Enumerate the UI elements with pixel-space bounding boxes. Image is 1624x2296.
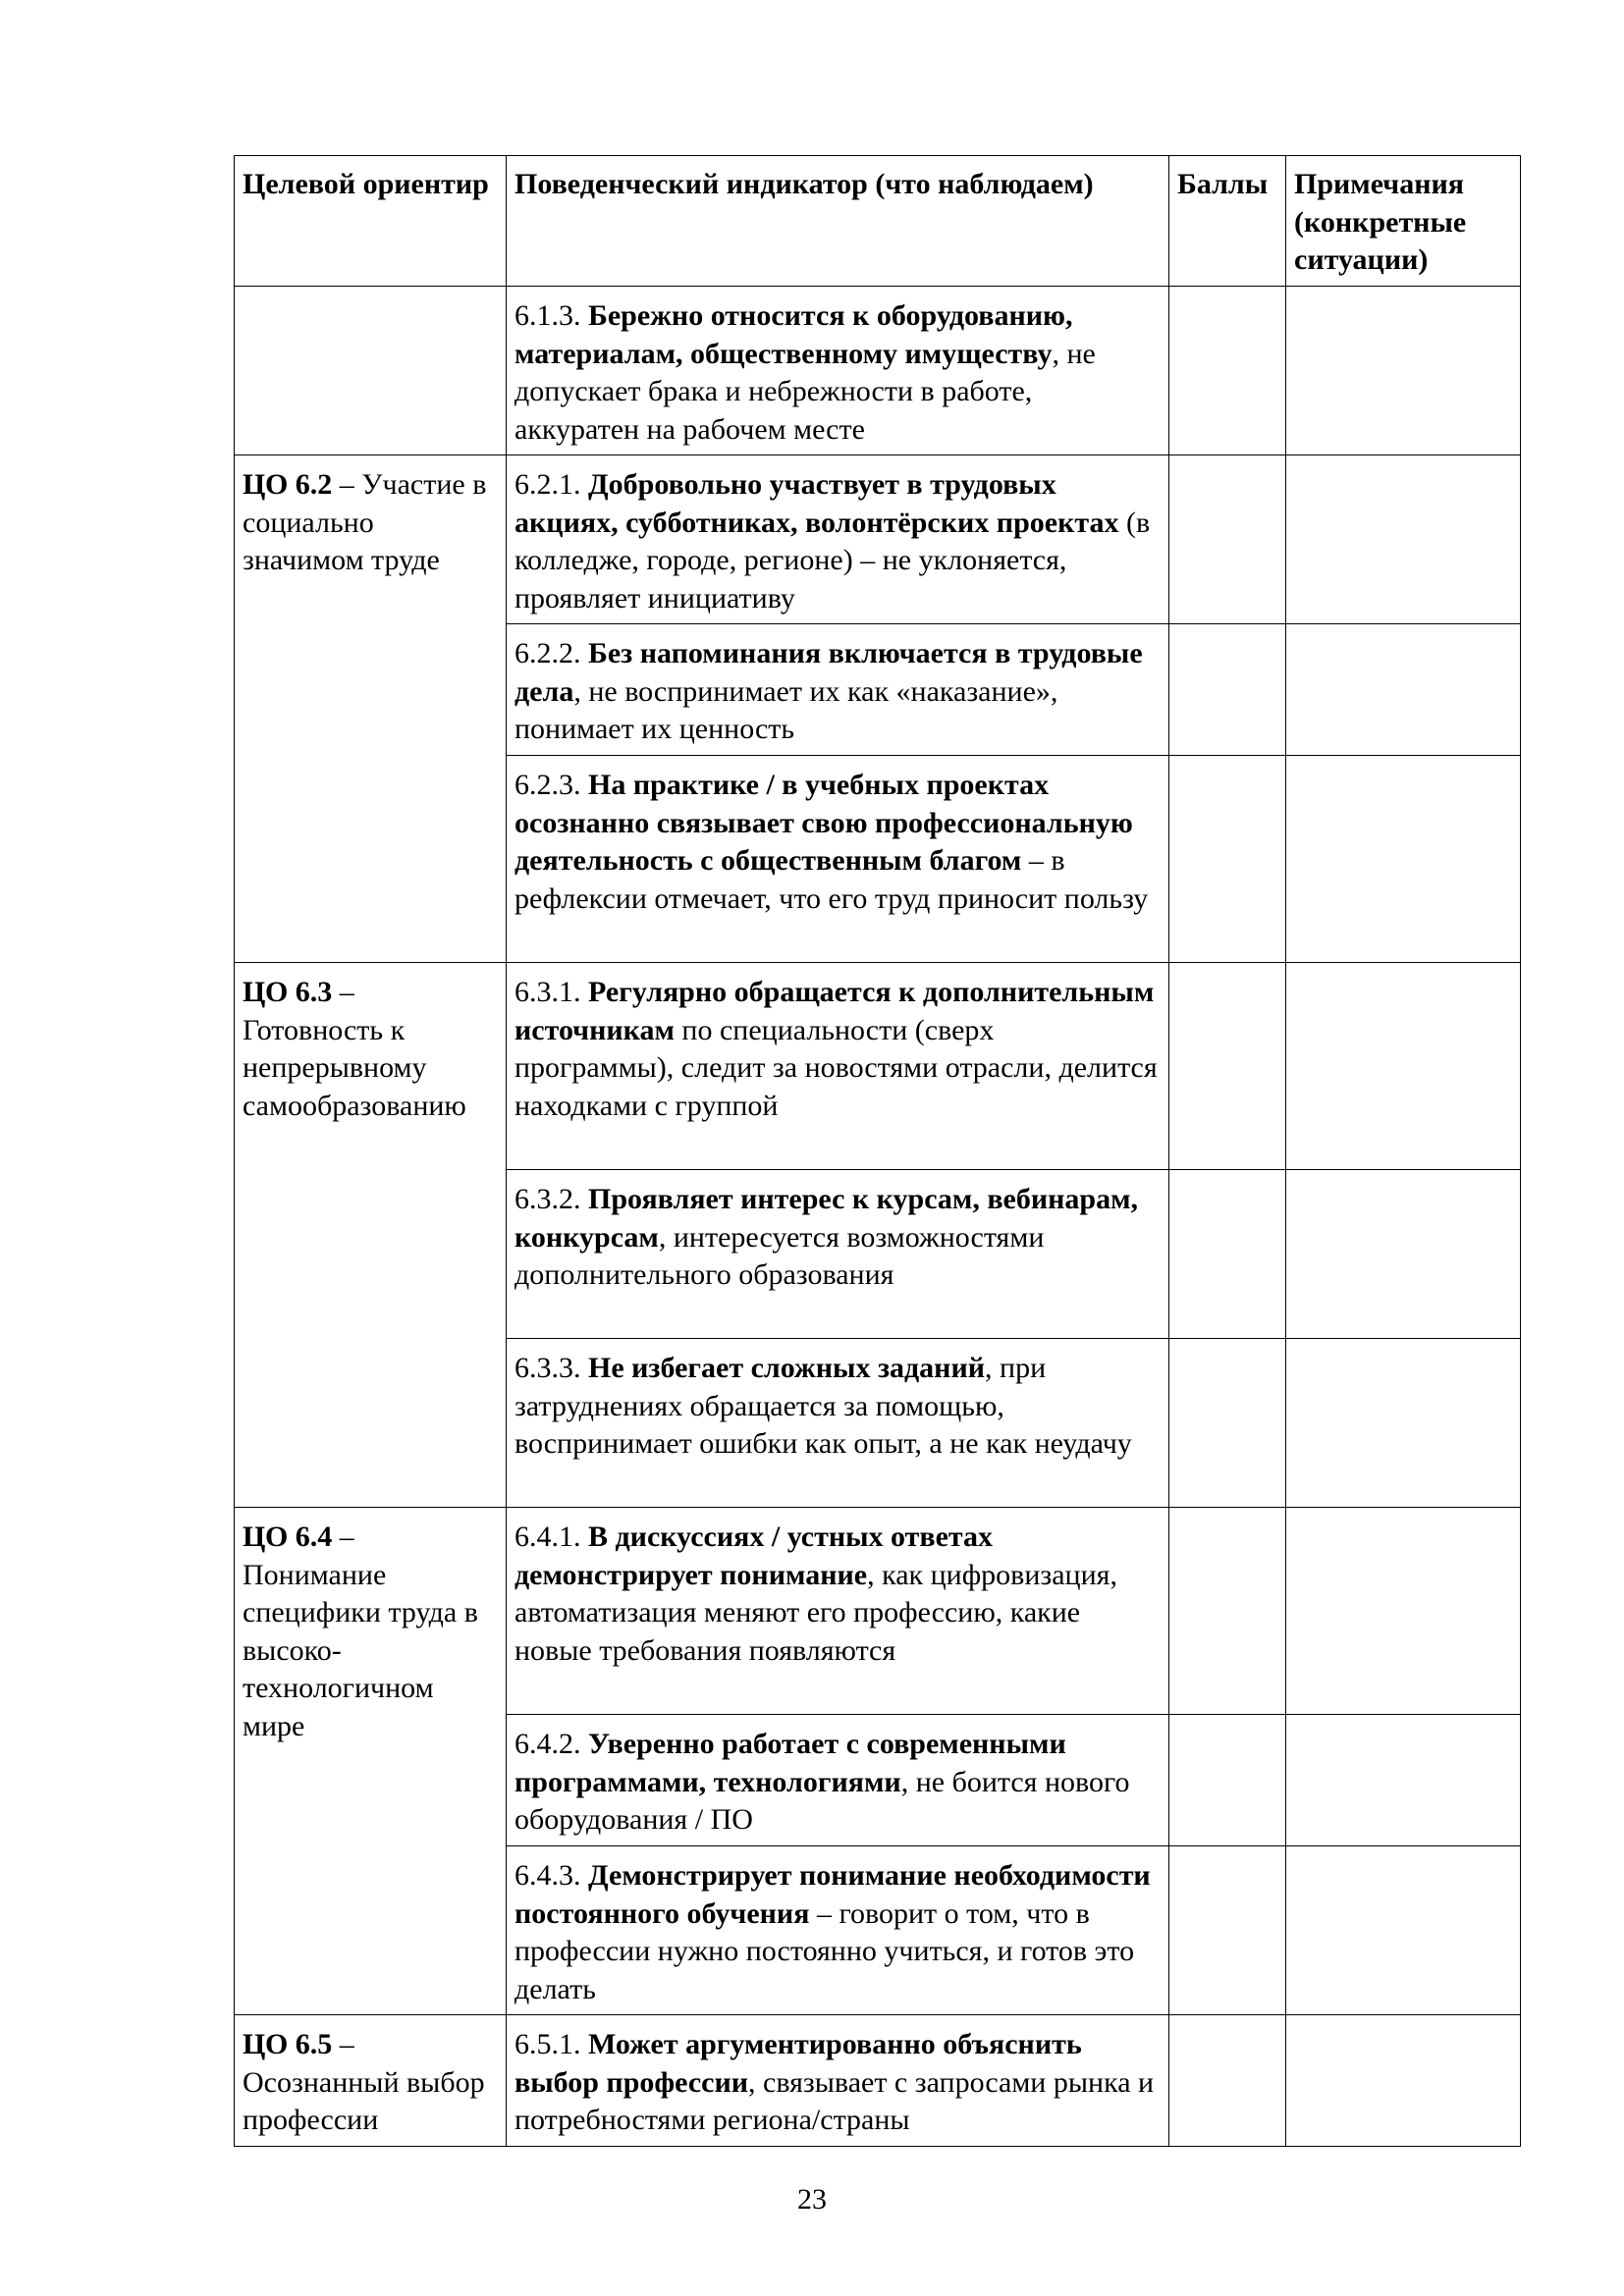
goal-text: – Понимание специфики труда в высоко-технологичном мире: [243, 1521, 478, 1742]
header-goal: Целевой ориентир: [235, 156, 507, 287]
indicator-bold: Не избегает сложных заданий: [588, 1352, 986, 1384]
indicator-cell: [507, 756, 1169, 963]
indicator-cell: [507, 1170, 1169, 1339]
indicator-number: 6.5.1.: [514, 2028, 588, 2060]
goal-text: – Осознанный выбор профессии: [243, 2028, 485, 2136]
indicator-number: 6.2.1.: [514, 468, 588, 501]
goal-cell: [235, 455, 507, 963]
points-cell[interactable]: [1169, 1508, 1286, 1715]
notes-cell[interactable]: [1286, 287, 1521, 455]
points-cell[interactable]: [1169, 287, 1286, 455]
notes-cell[interactable]: [1286, 1170, 1521, 1339]
table-row: [235, 2015, 1521, 2147]
table-row: [235, 1508, 1521, 1715]
indicator-bold: Уверенно работает с современными программами, технологиями: [514, 1728, 1066, 1798]
indicator-cell: [507, 287, 1169, 455]
indicator-bold: Бережно относится к оборудованию, материалам, общественному имуществу: [514, 299, 1073, 370]
goal-cell: [235, 1508, 507, 2015]
indicator-cell: [507, 1339, 1169, 1508]
indicator-text: – в рефлексии отмечает, что его труд приносит пользу: [514, 844, 1149, 915]
indicator-number: 6.3.3.: [514, 1352, 588, 1384]
indicator-text: (в колледже, городе, регионе) – не уклоняется, проявляет инициативу: [514, 506, 1151, 614]
points-cell[interactable]: [1169, 624, 1286, 756]
goal-code: ЦО 6.5: [243, 2028, 333, 2060]
header-indicator: Поведенческий индикатор (что наблюдаем): [507, 156, 1169, 287]
indicator-text: , не допускает брака и небрежности в работе, аккуратен на рабочем месте: [514, 337, 1096, 446]
indicator-text: , при затруднениях обращается за помощью, воспринимает ошибки как опыт, а не как неудачу: [514, 1352, 1132, 1460]
header-notes: Примечания (конкретные ситуации): [1286, 156, 1521, 287]
indicator-cell: [507, 455, 1169, 624]
notes-cell[interactable]: [1286, 1339, 1521, 1508]
indicator-number: 6.2.3.: [514, 769, 588, 801]
indicator-bold: Без напоминания включается в трудовые дела: [514, 637, 1143, 708]
indicator-number: 6.1.3.: [514, 299, 588, 332]
goal-code: ЦО 6.3: [243, 976, 333, 1008]
points-cell[interactable]: [1169, 1339, 1286, 1508]
goal-cell: [235, 963, 507, 1508]
header-row: [235, 156, 1521, 287]
criteria-table: [234, 155, 1521, 2147]
indicator-text: – говорит о том, что в профессии нужно постоянно учиться, и готов это делать: [514, 1896, 1135, 2005]
goal-text: – Готовность к непрерывному самообразованию: [243, 976, 466, 1122]
indicator-cell: [507, 2015, 1169, 2147]
indicator-number: 6.3.2.: [514, 1183, 588, 1215]
indicator-bold: Добровольно участвует в трудовых акциях, субботниках, волонтёрских проектах: [514, 468, 1119, 539]
points-cell[interactable]: [1169, 455, 1286, 624]
goal-cell: [235, 2015, 507, 2147]
indicator-text: , интересуется возможностями дополнительного образования: [514, 1220, 1045, 1291]
indicator-number: 6.4.2.: [514, 1728, 588, 1760]
notes-cell[interactable]: [1286, 455, 1521, 624]
indicator-cell: [507, 1715, 1169, 1846]
notes-cell[interactable]: [1286, 963, 1521, 1170]
goal-code: ЦО 6.4: [243, 1521, 333, 1553]
notes-cell[interactable]: [1286, 1846, 1521, 2015]
notes-cell[interactable]: [1286, 2015, 1521, 2147]
notes-cell[interactable]: [1286, 1715, 1521, 1846]
points-cell[interactable]: [1169, 963, 1286, 1170]
notes-cell[interactable]: [1286, 624, 1521, 756]
indicator-bold: Регулярно обращается к дополнительным источникам: [514, 976, 1155, 1046]
indicator-cell: [507, 963, 1169, 1170]
points-cell[interactable]: [1169, 756, 1286, 963]
indicator-number: 6.4.1.: [514, 1521, 588, 1553]
notes-cell[interactable]: [1286, 756, 1521, 963]
indicator-cell: [507, 1508, 1169, 1715]
indicator-text: по специальности (сверх программы), следит за новостями отрасли, делится находками с группой: [514, 1013, 1158, 1122]
indicator-number: 6.3.1.: [514, 976, 588, 1008]
indicator-text: , как цифровизация, автоматизация меняют его профессию, какие новые требования появляются: [514, 1558, 1117, 1667]
indicator-bold: Может аргументированно объяснить выбор профессии: [514, 2028, 1082, 2099]
page-number: 23: [797, 2183, 827, 2216]
table-row: [235, 287, 1521, 455]
points-cell[interactable]: [1169, 1170, 1286, 1339]
indicator-number: 6.2.2.: [514, 637, 588, 669]
indicator-bold: Проявляет интерес к курсам, вебинарам, конкурсам: [514, 1183, 1139, 1254]
indicator-text: , не боится нового оборудования / ПО: [514, 1765, 1130, 1836]
indicator-text: , не воспринимает их как «наказание», понимает их ценность: [514, 674, 1058, 745]
goal-text: – Участие в социально значимом труде: [243, 468, 487, 576]
indicator-bold: В дискуссиях / устных ответах демонстрирует понимание: [514, 1521, 994, 1591]
header-points: Баллы: [1169, 156, 1286, 287]
indicator-cell: [507, 624, 1169, 756]
table-row: [235, 963, 1521, 1170]
indicator-bold: На практике / в учебных проектах осознанно связывает свою профессиональную деятельность с общественным благом: [514, 769, 1133, 877]
points-cell[interactable]: [1169, 1846, 1286, 2015]
indicator-bold: Демонстрирует понимание необходимости постоянного обучения: [514, 1859, 1151, 1930]
table-row: [235, 455, 1521, 624]
indicator-text: , связывает с запросами рынка и потребностями региона/страны: [514, 2065, 1155, 2136]
goal-code: ЦО 6.2: [243, 468, 333, 501]
points-cell[interactable]: [1169, 1715, 1286, 1846]
indicator-number: 6.4.3.: [514, 1859, 588, 1892]
goal-cell-empty: [235, 287, 507, 455]
points-cell[interactable]: [1169, 2015, 1286, 2147]
notes-cell[interactable]: [1286, 1508, 1521, 1715]
indicator-cell: [507, 1846, 1169, 2015]
